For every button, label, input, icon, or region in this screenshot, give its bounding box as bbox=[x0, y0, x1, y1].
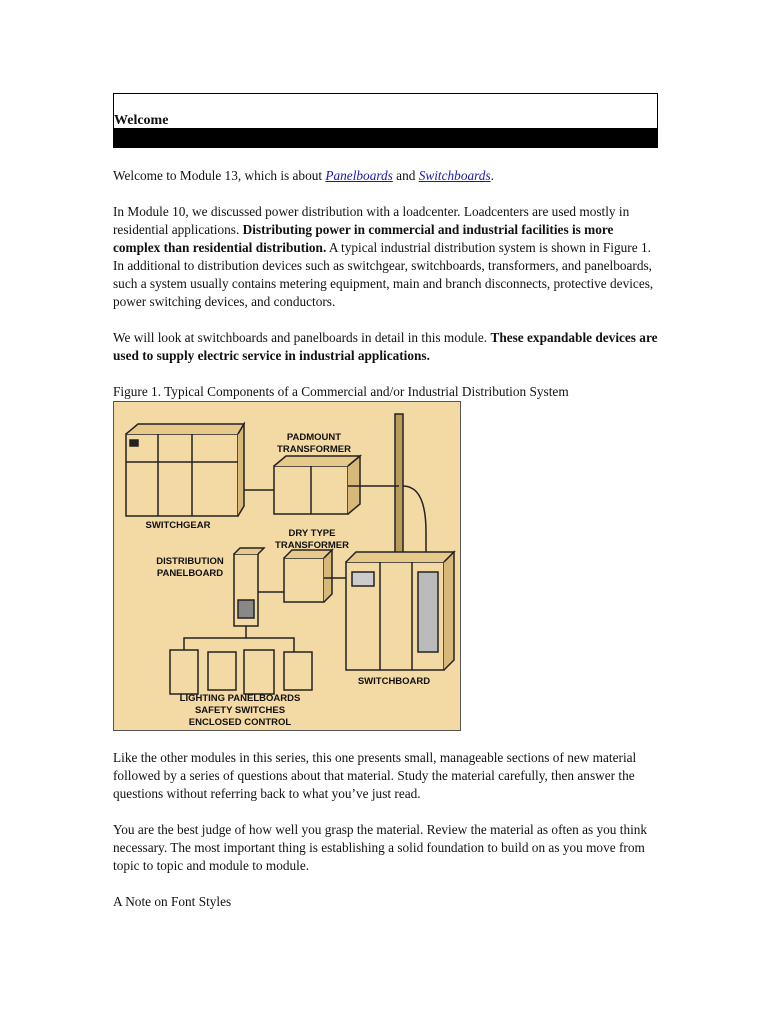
section-title: Welcome bbox=[114, 113, 169, 128]
distribution-system-figure bbox=[113, 401, 461, 731]
distribution-text-1: In Module 10, we discussed power distribution with a loadcenter. Loadcenters are used mostly in residential applications. bbox=[113, 204, 630, 237]
switchgear-cabinet bbox=[126, 434, 238, 516]
switchboards-bold-text: These expandable devices are used to supply electric service in industrial applications. bbox=[113, 330, 658, 363]
judge-paragraph: You are the best judge of how well you grasp the material. Review the material as often as you think necessary. The most important thing is establishing a solid foundation to build on as you move from topic to topic and module to module. bbox=[113, 822, 648, 873]
switchboards-link[interactable]: Switchboards bbox=[418, 168, 491, 183]
padmount-label-line2: TRANSFORMER bbox=[277, 444, 351, 455]
modules-paragraph: Like the other modules in this series, this one presents small, manageable sections of new material followed by a series of questions about that material. Study the material carefully, then answer the questions without referring back to what you’ve just read. bbox=[113, 750, 637, 801]
switchboard-label: SWITCHBOARD bbox=[357, 676, 431, 687]
switchboards-text-1: We will look at switchboards and panelboards in detail in this module. bbox=[113, 330, 491, 345]
bottom-label-line3: ENCLOSED CONTROL bbox=[188, 717, 292, 728]
bottom-label-line1: LIGHTING PANELBOARDS bbox=[179, 693, 301, 704]
safety-switch-2 bbox=[284, 652, 312, 690]
intro-paragraph bbox=[113, 167, 658, 185]
intro-text-before: Welcome to Module 13, which is about bbox=[113, 168, 326, 183]
dry-type-transformer bbox=[284, 558, 324, 602]
distribution-text-2: A typical industrial distribution system is shown in Figure 1. In additional to distribution devices such as switchgear, switchboards, transformers, and panelboards, such a system usually contains metering equipment, main and branch disconnects, protective devices, power switching devices, and conductors. bbox=[113, 240, 654, 309]
distribution-bold-text: Distributing power in commercial and industrial facilities is more complex than residential distribution. bbox=[113, 222, 614, 255]
figure-caption: Figure 1. Typical Components of a Commercial and/or Industrial Distribution System bbox=[113, 384, 569, 399]
padmount-label-line1: PADMOUNT bbox=[286, 432, 342, 443]
intro-text-after: . bbox=[490, 168, 494, 183]
section-header bbox=[113, 93, 658, 148]
document-body bbox=[113, 93, 658, 911]
switchgear-label: SWITCHGEAR bbox=[145, 520, 211, 531]
font-styles-heading: A Note on Font Styles bbox=[113, 894, 232, 909]
distribution-system-illustration bbox=[114, 402, 460, 730]
dry-type-label-line2: TRANSFORMER bbox=[275, 540, 349, 551]
panelboards-link[interactable]: Panelboards bbox=[325, 168, 393, 183]
intro-text-middle: and bbox=[392, 168, 419, 183]
distribution-label-line1: DISTRIBUTION bbox=[156, 556, 224, 567]
distribution-paragraph bbox=[113, 203, 658, 311]
switchboards-paragraph bbox=[113, 329, 658, 365]
enclosed-control bbox=[244, 650, 274, 694]
utility-pole bbox=[395, 414, 403, 554]
distribution-label-line2: PANELBOARD bbox=[156, 568, 224, 579]
dry-type-label-line1: DRY TYPE bbox=[288, 528, 336, 539]
safety-switch-1 bbox=[208, 652, 236, 690]
bottom-label-line2: SAFETY SWITCHES bbox=[194, 705, 286, 716]
section-header-bar bbox=[114, 128, 657, 147]
lighting-panelboard bbox=[170, 650, 198, 694]
